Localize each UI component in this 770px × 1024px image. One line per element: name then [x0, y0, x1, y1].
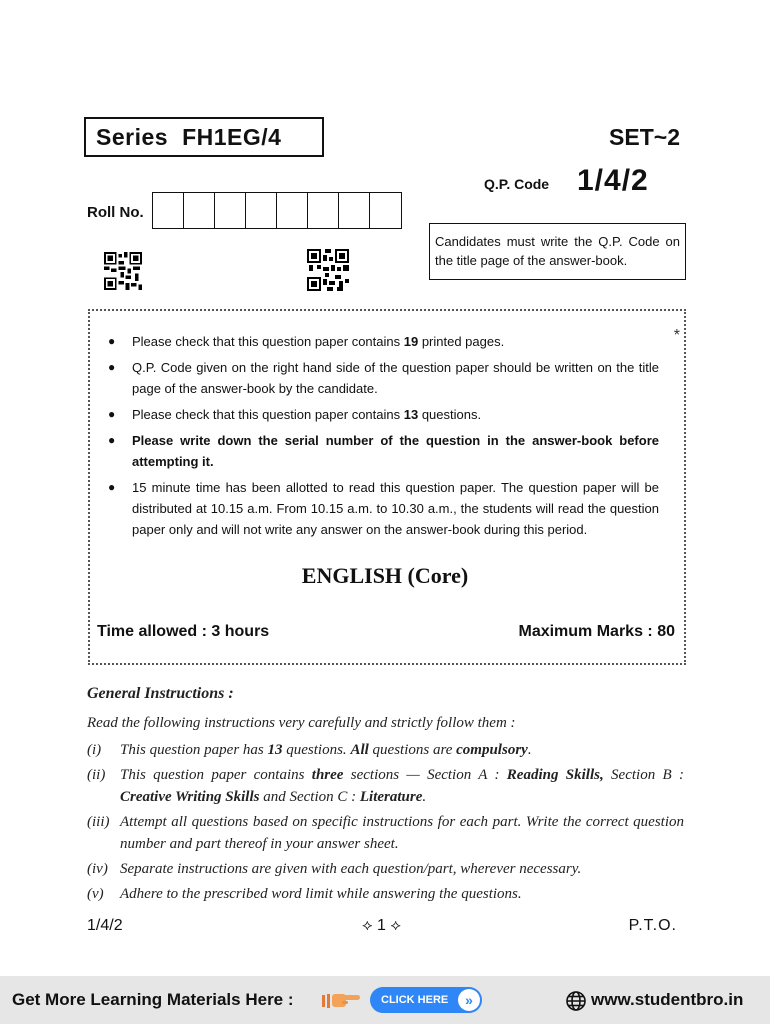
- instruction-bold-text: Creative Writing Skills: [120, 789, 260, 805]
- qp-code: 1/4/2: [577, 164, 649, 197]
- instruction-bold-text: three: [311, 767, 344, 783]
- frame-star: *: [673, 327, 680, 344]
- list-item: [87, 883, 684, 905]
- general-instructions-intro: Read the following instructions very carefully and strictly follow them :: [87, 715, 516, 731]
- list-item: [108, 357, 659, 399]
- bullet-icon: ●: [108, 360, 116, 374]
- series-box: [84, 117, 324, 157]
- list-item: [87, 858, 684, 880]
- instruction-text-part: This question paper has: [120, 742, 268, 758]
- instruction-bold-text: 13: [267, 742, 283, 758]
- bullet-text: Q.P. Code given on the right hand side of the question paper should be written on the title page of the answer-book by the candidate.: [132, 360, 659, 396]
- instruction-text-part: .: [422, 789, 427, 805]
- roll-number-label: Roll No.: [87, 204, 144, 221]
- page-number: ⟡ 1 ⟡: [362, 917, 401, 934]
- instruction-text: [120, 858, 684, 880]
- series-label: Series: [96, 123, 169, 150]
- roll-number-cell[interactable]: [370, 193, 401, 228]
- instruction-number: (ii): [87, 767, 106, 783]
- bullet-bold-text: 13: [403, 407, 419, 422]
- instruction-text-part: Section B :: [603, 767, 684, 783]
- set-label: SET~2: [609, 124, 680, 150]
- roll-number-cell[interactable]: [184, 193, 215, 228]
- general-instructions-heading: General Instructions :: [87, 685, 234, 702]
- double-chevron-right-icon: »: [458, 989, 480, 1011]
- bullet-icon: ●: [108, 480, 116, 494]
- list-item: [108, 404, 659, 425]
- click-here-label: CLICK HERE: [381, 994, 449, 1006]
- bullet-text: questions.: [418, 407, 482, 422]
- bullet-text: Please check that this question paper contains: [132, 334, 404, 349]
- subject-title: ENGLISH (Core): [301, 563, 469, 588]
- bullet-text: printed pages.: [418, 334, 505, 349]
- list-item: [108, 331, 659, 352]
- roll-number-boxes[interactable]: [152, 192, 402, 229]
- list-item: [87, 764, 684, 808]
- instruction-text-part: questions are: [368, 742, 457, 758]
- list-item: [87, 811, 684, 855]
- qr-code-icon: [307, 249, 349, 291]
- instruction-text-part: Adhere to the prescribed word limit while answering the questions.: [120, 886, 522, 902]
- bullet-bold-text: Please write down the serial number of the question in the answer-book before attempting it.: [132, 433, 659, 469]
- bullet-bold-text: 19: [403, 334, 419, 349]
- instruction-text-part: Separate instructions are given with each question/part, wherever necessary.: [120, 861, 582, 877]
- list-item: [108, 430, 659, 472]
- instruction-bold-text: All: [350, 742, 369, 758]
- banner-text: Get More Learning Materials Here :: [12, 990, 294, 1009]
- instruction-text: [120, 739, 684, 761]
- instruction-text: [120, 764, 684, 808]
- instruction-number: (v): [87, 886, 104, 902]
- preliminary-instructions: [108, 331, 659, 545]
- instruction-bold-text: compulsory: [456, 742, 528, 758]
- instruction-text-part: This question paper contains: [120, 767, 312, 783]
- series-code: FH1EG/4: [182, 123, 282, 150]
- footer-qp-code: 1/4/2: [87, 917, 123, 934]
- instruction-text: [120, 811, 684, 855]
- instruction-text-part: Attempt all questions based on specific instructions for each part. Write the correct question number and part thereof in your answer sheet.: [120, 814, 684, 852]
- bullet-icon: ●: [108, 433, 116, 447]
- instruction-text-part: and Section C :: [259, 789, 360, 805]
- website-link[interactable]: www.studentbro.in: [591, 990, 744, 1009]
- pto-label: P.T.O.: [628, 917, 677, 934]
- maximum-marks: Maximum Marks : 80: [518, 623, 675, 640]
- instruction-text-part: .: [527, 742, 532, 758]
- general-instructions-list: [87, 739, 684, 908]
- roll-number-cell[interactable]: [215, 193, 246, 228]
- bullet-text: 15 minute time has been allotted to read this question paper. The question paper will be distributed at 10.15 a.m. From 10.15 a.m. to 10.30 a.m., the students will read the question paper only and will not write any answer on the answer-book during this period.: [132, 480, 659, 537]
- roll-number-cell[interactable]: [246, 193, 277, 228]
- bullet-icon: ●: [108, 334, 116, 348]
- qr-code-icon: [104, 251, 142, 291]
- instruction-number: (iii): [87, 814, 110, 830]
- click-here-button[interactable]: [370, 987, 482, 1013]
- roll-number-cell[interactable]: [153, 193, 184, 228]
- instruction-number: (i): [87, 742, 102, 758]
- roll-number-cell[interactable]: [277, 193, 308, 228]
- roll-number-cell[interactable]: [339, 193, 370, 228]
- instruction-text-part: sections — Section A :: [343, 767, 507, 783]
- instruction-bold-text: Literature: [359, 789, 423, 805]
- roll-number-cell[interactable]: [308, 193, 339, 228]
- bullet-text: Please check that this question paper contains: [132, 407, 404, 422]
- globe-icon: [565, 990, 587, 1012]
- instruction-text-part: questions.: [282, 742, 351, 758]
- bullet-icon: ●: [108, 407, 116, 421]
- pointing-hand-icon: [322, 989, 362, 1011]
- instruction-number: (iv): [87, 861, 108, 877]
- instruction-bold-text: Reading Skills,: [506, 767, 604, 783]
- list-item: [108, 477, 659, 540]
- list-item: [87, 739, 684, 761]
- time-allowed: Time allowed : 3 hours: [97, 623, 270, 640]
- instruction-text: [120, 883, 684, 905]
- candidate-note: Candidates must write the Q.P. Code on the title page of the answer-book.: [429, 223, 686, 280]
- qp-code-label: Q.P. Code: [484, 176, 550, 192]
